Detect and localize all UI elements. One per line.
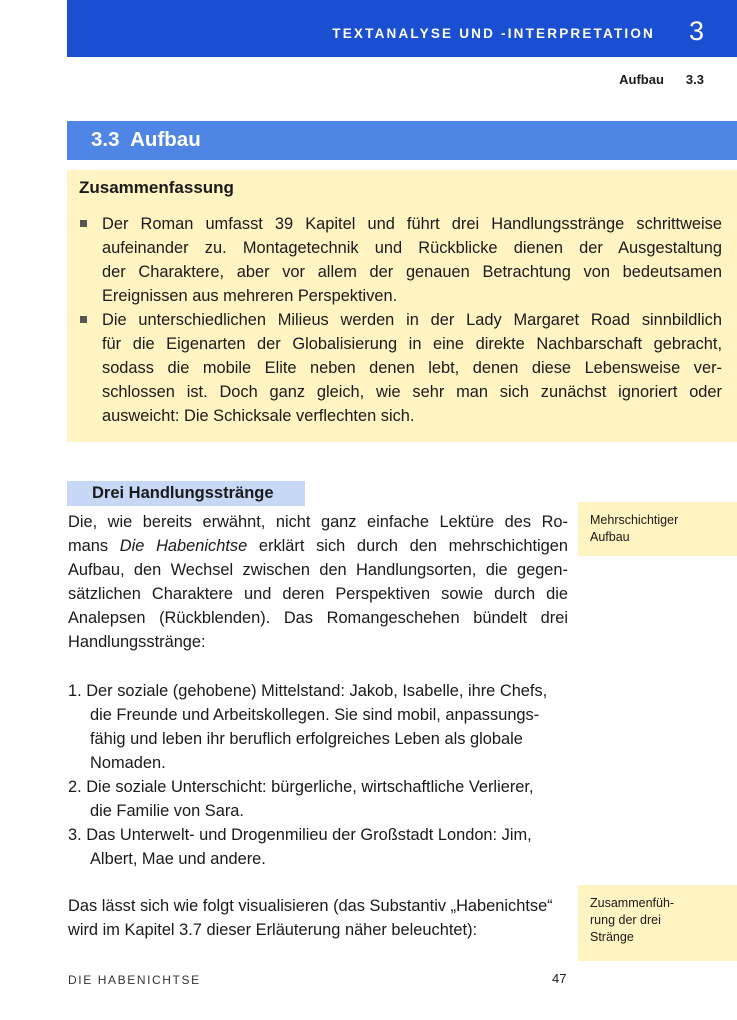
text-line xyxy=(68,534,568,558)
running-header xyxy=(0,72,704,87)
book-title-italic: Die Habenichtse xyxy=(119,537,248,555)
outro-paragraph xyxy=(68,894,568,942)
margin-note-line: Zusammenfüh- xyxy=(590,896,675,910)
subheading-band xyxy=(67,481,305,506)
list-item-continuation: fähig und leben ihr beruflich erfolgreiches Leben als globale xyxy=(90,730,523,748)
text-line: Analepsen (Rückblenden). Das Romangeschehen bündelt drei xyxy=(68,609,568,627)
chapter-title: TEXTANALYSE UND -INTERPRETATION xyxy=(332,26,655,41)
bullet-square-icon xyxy=(80,316,87,323)
summary-heading: Zusammenfassung xyxy=(79,178,234,197)
numbered-list xyxy=(68,679,568,871)
summary-bullet xyxy=(102,212,722,308)
text-line: Die, wie bereits erwähnt, nicht ganz einfache Lektüre des Ro- xyxy=(68,513,568,531)
running-section-number: 3.3 xyxy=(685,72,704,87)
text-line: Aufbau, den Wechsel zwischen den Handlungsorten, die gegen- xyxy=(68,561,568,579)
page-number: 47 xyxy=(552,971,567,986)
text-line: ausweicht: Die Schicksale verflechten sich. xyxy=(102,407,415,425)
list-item-continuation: Nomaden. xyxy=(90,754,166,772)
list-item-continuation: Albert, Mae und andere. xyxy=(90,850,266,868)
margin-note-text xyxy=(590,895,674,946)
text-run: mans xyxy=(68,537,120,555)
margin-note xyxy=(578,885,737,961)
margin-note xyxy=(578,502,737,556)
list-item: 1. Der soziale (gehobene) Mittelstand: Jakob, Isabelle, ihre Chefs, xyxy=(68,682,548,700)
summary-box xyxy=(67,170,737,442)
bullet-square-icon xyxy=(80,220,87,227)
text-run: erklärt sich durch den mehrschichtigen xyxy=(247,537,568,555)
margin-note-line: Aufbau xyxy=(590,530,630,544)
text-line: sätzlichen Charaktere und deren Perspektiven sowie durch die xyxy=(68,585,568,603)
running-section-title: Aufbau xyxy=(619,72,664,87)
margin-note-line: Stränge xyxy=(590,930,634,944)
margin-note-line: rung der drei xyxy=(590,913,661,927)
text-line: der Charaktere, aber vor allem der genauen Betrachtung von bedeutsamen xyxy=(102,263,722,281)
footer-book-title: DIE HABENICHTSE xyxy=(68,973,201,987)
text-line: Der Roman umfasst 39 Kapitel und führt drei Handlungsstränge schrittweise xyxy=(102,215,722,233)
list-item-continuation: die Familie von Sara. xyxy=(90,802,244,820)
margin-note-text xyxy=(590,512,678,546)
text-line: aufeinander zu. Montagetechnik und Rückblicke dienen der Ausgestaltung xyxy=(102,239,722,257)
margin-note-line: Mehrschichtiger xyxy=(590,513,679,527)
summary-bullet xyxy=(102,308,722,428)
text-line: sodass die mobile Elite neben denen lebt, denen diese Lebensweise ver- xyxy=(102,359,722,377)
list-item: 3. Das Unterwelt- und Drogenmilieu der Großstadt London: Jim, xyxy=(68,826,532,844)
text-line: Ereignissen aus mehreren Perspektiven. xyxy=(102,287,398,305)
header-band xyxy=(67,0,737,57)
list-item-continuation: die Freunde und Arbeitskollegen. Sie sind mobil, anpassungs- xyxy=(90,706,540,724)
text-line: Die unterschiedlichen Milieus werden in der Lady Margaret Road sinnbildlich xyxy=(102,311,722,329)
text-line: Handlungsstränge: xyxy=(68,633,206,651)
subheading-title: Drei Handlungsstränge xyxy=(92,484,274,502)
text-line: Das lässt sich wie folgt visualisieren (das Substantiv „Habenichtse“ xyxy=(68,897,553,915)
chapter-number: 3 xyxy=(688,16,704,46)
text-line: für die Eigenarten der Globalisierung in eine direkte Nachbarschaft gebracht, xyxy=(102,335,722,353)
text-line: schlossen ist. Doch ganz gleich, wie sehr man sich zunächst ignoriert oder xyxy=(102,383,722,401)
list-item: 2. Die soziale Unterschicht: bürgerliche, wirtschaftliche Verlierer, xyxy=(68,778,534,796)
section-title: 3.3 Aufbau xyxy=(91,128,201,151)
intro-paragraph xyxy=(68,510,568,654)
section-band xyxy=(67,121,737,160)
text-line: wird im Kapitel 3.7 dieser Erläuterung näher beleuchtet): xyxy=(68,921,478,939)
